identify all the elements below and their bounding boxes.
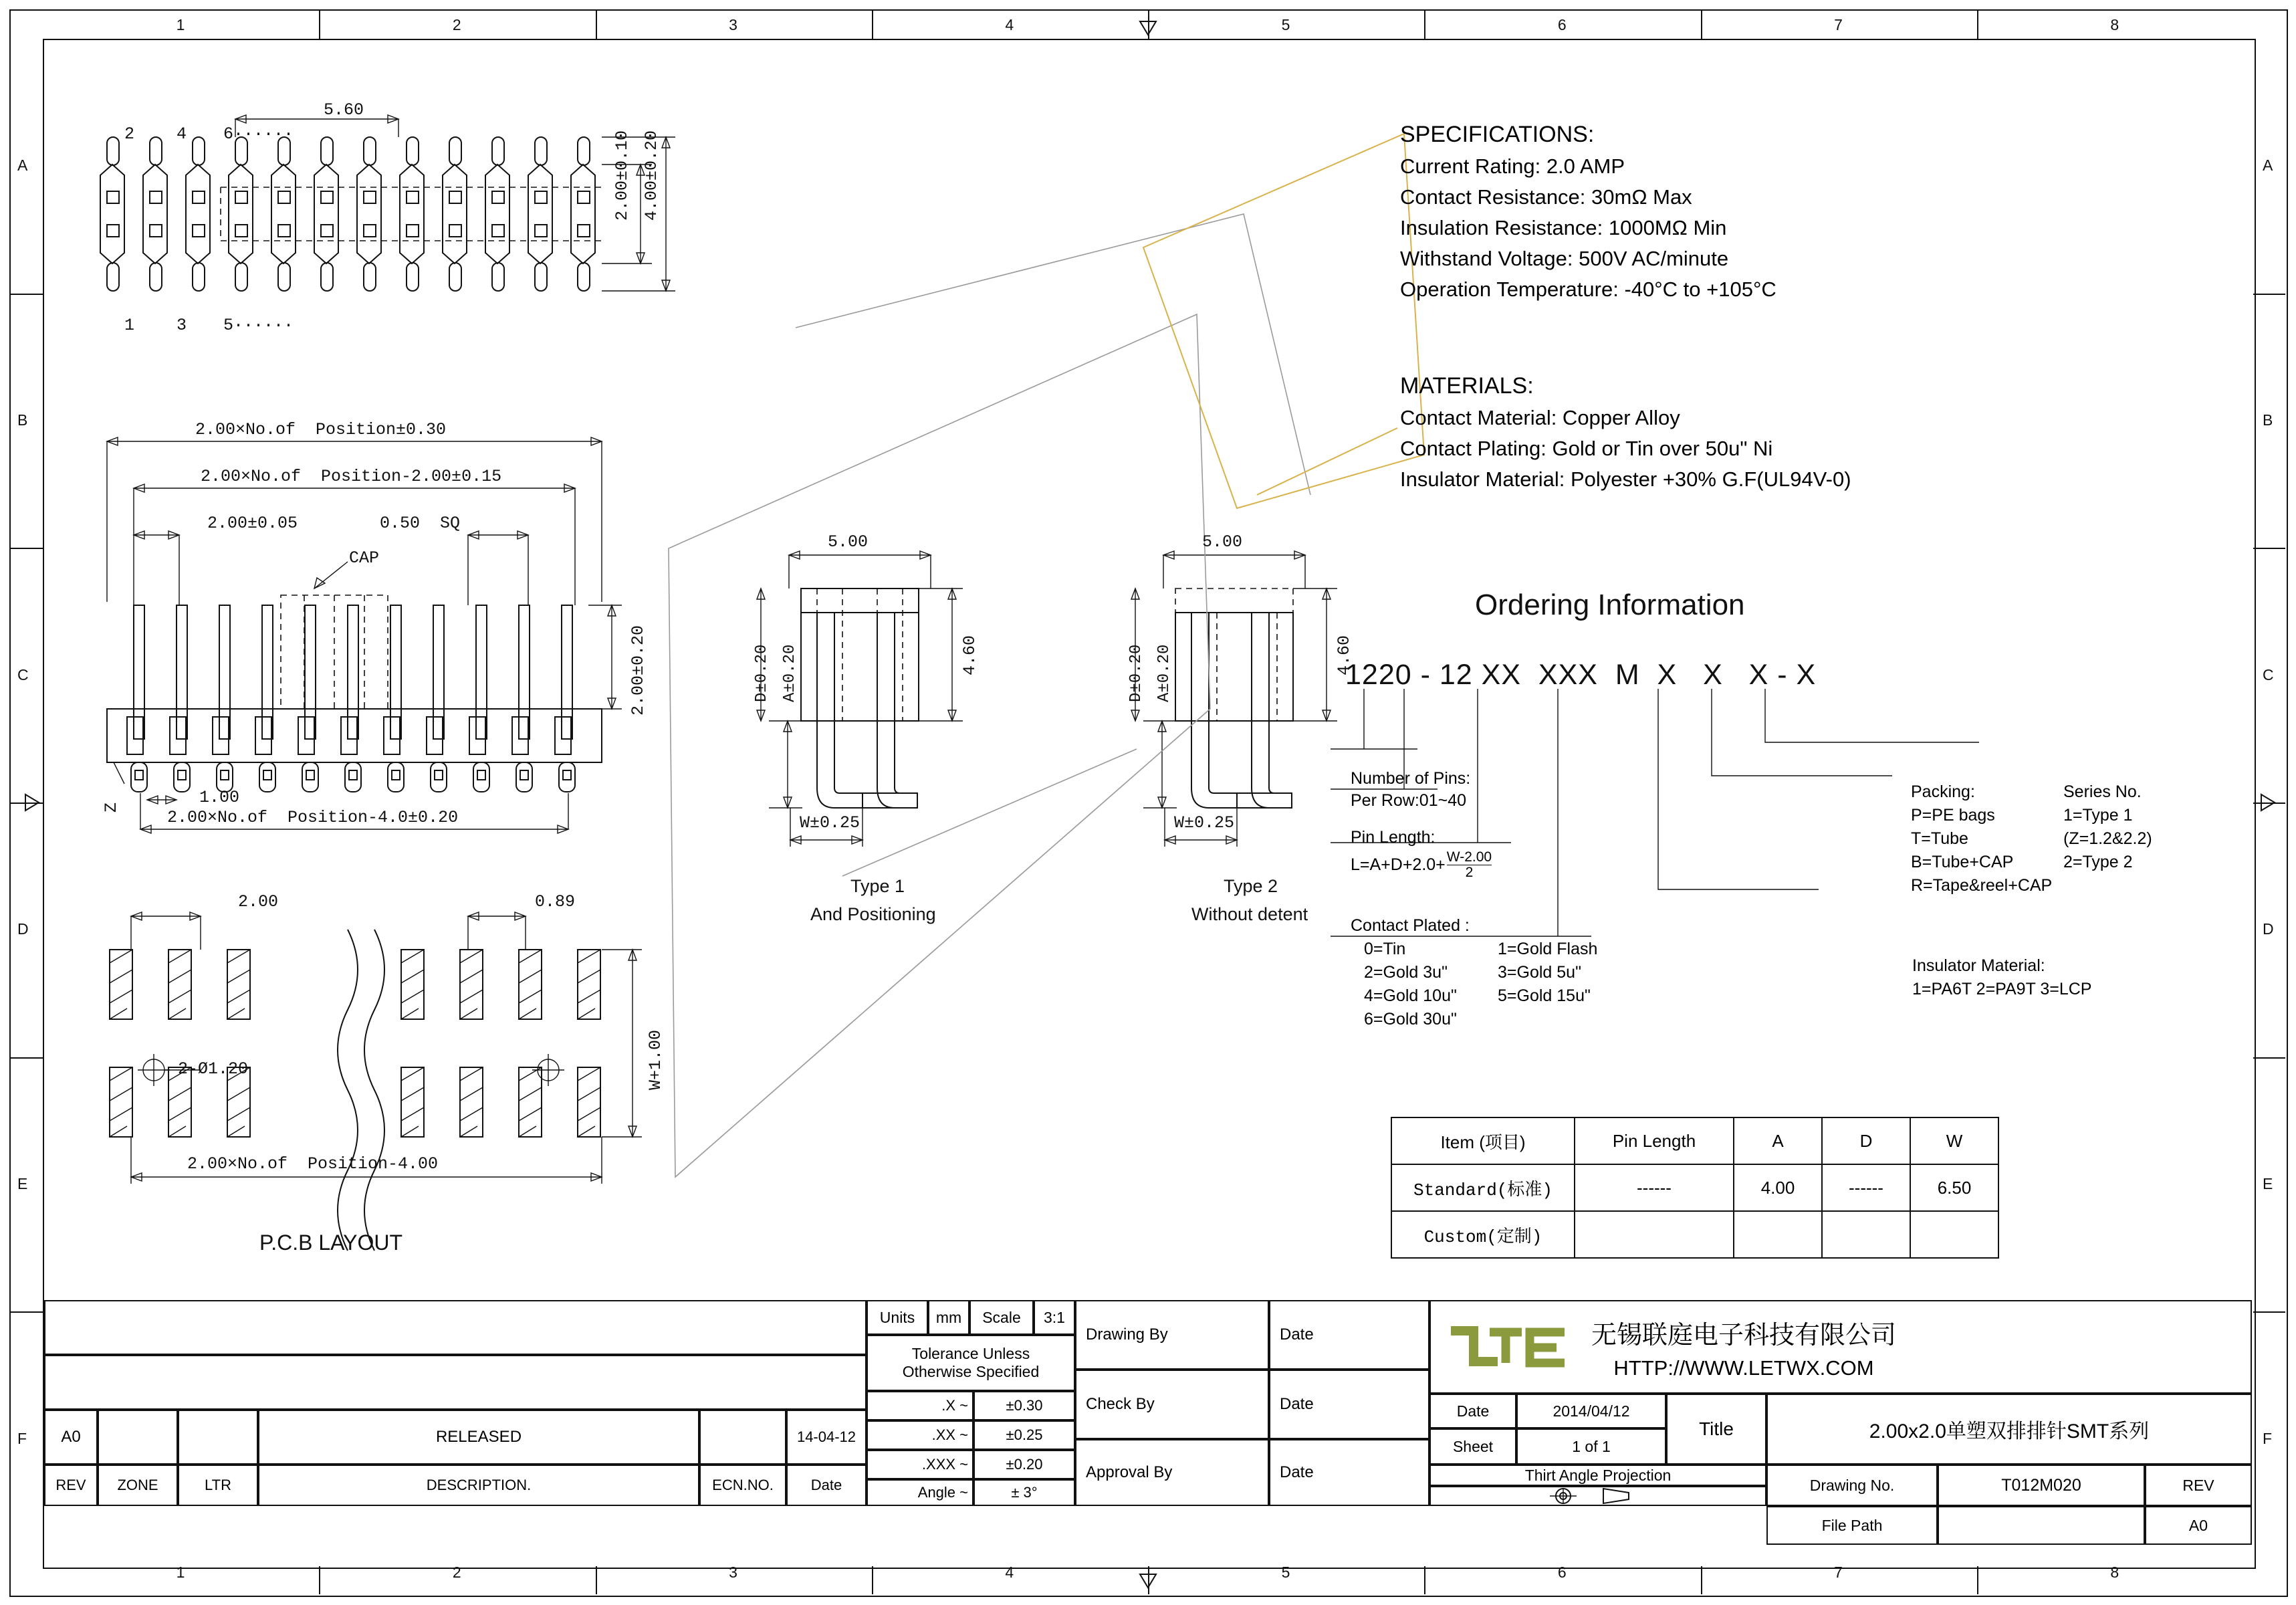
pin-length-heading: Pin Length: <box>1351 828 1436 847</box>
item-header-4: W <box>1910 1117 1998 1164</box>
packing-heading: Packing: <box>1911 782 1975 801</box>
frame-col-marker-5: 5 <box>1281 1564 1290 1581</box>
sheet-label: Sheet <box>1429 1428 1516 1465</box>
spec-line-0: Current Rating: 2.0 AMP <box>1400 154 1625 178</box>
material-line-2: Insulator Material: Polyester +30% G.F(UL94V-0) <box>1400 467 1851 491</box>
packing-1: T=Tube <box>1911 829 1968 848</box>
item-r1-c2 <box>1734 1211 1822 1258</box>
rev-row-empty-2 <box>44 1355 867 1410</box>
type1-dim-d: D±0.20 <box>753 644 771 702</box>
packing-2: B=Tube+CAP <box>1911 853 2014 871</box>
type1-dim-w: W±0.25 <box>800 813 860 833</box>
pin-num-4: 4 <box>177 124 187 144</box>
check-by-label: Check By <box>1075 1370 1269 1439</box>
pin-num-3: 3 <box>177 316 187 335</box>
rev-date-value: 14-04-12 <box>786 1410 867 1465</box>
ordering-packing <box>1911 782 2052 895</box>
item-header-2: A <box>1734 1117 1822 1164</box>
units-value: mm <box>928 1300 969 1335</box>
item-r1-c4 <box>1910 1211 1998 1258</box>
series-1: (Z=1.2&2.2) <box>2063 829 2152 848</box>
frame-row-marker-A: A <box>2263 156 2273 175</box>
item-table <box>1391 1117 1999 1259</box>
plated-2b: 5=Gold 15u" <box>1498 986 1591 1005</box>
type2-sublabel: Without detent <box>1191 904 1308 924</box>
tol-value-2: ±0.20 <box>973 1450 1075 1479</box>
units-label: Units <box>867 1300 928 1335</box>
frame-row-marker-A: A <box>17 156 28 175</box>
tolerance-line-2: Otherwise Specified <box>902 1363 1040 1380</box>
title-label: Title <box>1666 1394 1766 1465</box>
pins-line-0: Number of Pins: <box>1351 769 1471 788</box>
item-r0-c3: ------ <box>1822 1164 1910 1211</box>
plated-1b: 3=Gold 5u" <box>1498 963 1581 982</box>
plated-0a: 0=Tin <box>1364 940 1406 958</box>
series-heading: Series No. <box>2063 782 2142 801</box>
dim-z: Z <box>102 802 121 813</box>
tol-label-2: .XXX ~ <box>867 1450 973 1479</box>
company-band <box>1429 1300 2252 1394</box>
specifications-heading: SPECIFICATIONS: <box>1400 122 1595 147</box>
materials-block <box>1400 373 1851 492</box>
pin-num-2: 2 <box>124 124 135 144</box>
item-r1-c3 <box>1822 1211 1910 1258</box>
tolerance-note <box>867 1335 1075 1391</box>
title-block-area <box>44 1300 2252 1565</box>
packing-0: P=PE bags <box>1911 806 1995 825</box>
plated-0b: 1=Gold Flash <box>1498 940 1598 958</box>
dim-2-00-010: 2.00±0.10 <box>612 130 632 221</box>
ltr-value <box>178 1410 258 1465</box>
materials-heading: MATERIALS: <box>1400 373 1534 399</box>
plated-1a: 2=Gold 3u" <box>1364 963 1448 982</box>
dim-2-00-020: 2.00±0.20 <box>628 625 648 716</box>
scale-label: Scale <box>969 1300 1034 1335</box>
pin-length-formula: L=A+D+2.0+ <box>1351 855 1446 875</box>
spec-line-4: Operation Temperature: -40°C to +105°C <box>1400 278 1776 301</box>
frame-col-marker-8: 8 <box>2110 16 2119 33</box>
spec-line-1: Contact Resistance: 30mΩ Max <box>1400 185 1692 209</box>
type2-dim-460: 4.60 <box>1335 635 1354 675</box>
type1-label: Type 1 <box>850 876 905 896</box>
ordering-contact-plated <box>1351 916 1597 1029</box>
pcb-hole-dim: 2-Ø1.20 <box>178 1059 249 1079</box>
tol-value-0: ±0.30 <box>973 1391 1075 1420</box>
frame-col-marker-7: 7 <box>1834 1564 1843 1581</box>
item-header-0: Item (项目) <box>1391 1117 1575 1164</box>
ordering-title: Ordering Information <box>1475 588 1745 621</box>
zone-value <box>98 1410 178 1465</box>
projection-symbol <box>1429 1486 1766 1506</box>
type2-dim-w: W±0.25 <box>1174 813 1235 833</box>
pcb-dim-position-400: 2.00×No.of Position-4.00 <box>187 1154 439 1174</box>
pcb-layout-title: P.C.B LAYOUT <box>259 1230 403 1255</box>
pin-length-frac-denominator: 2 <box>1465 865 1474 881</box>
spec-line-2: Insulation Resistance: 1000MΩ Min <box>1400 216 1727 239</box>
rev-value: A0 <box>44 1410 98 1465</box>
frame-col-marker-7: 7 <box>1834 16 1843 33</box>
company-website: HTTP://WWW.LETWX.COM <box>1613 1356 1874 1380</box>
rev-row-empty-1 <box>44 1300 867 1355</box>
ecn-value <box>699 1410 786 1465</box>
frame-col-marker-6: 6 <box>1557 1564 1567 1581</box>
frame-col-marker-1: 1 <box>176 1564 185 1581</box>
tol-value-1: ±0.25 <box>973 1420 1075 1450</box>
item-r1-c1 <box>1575 1211 1734 1258</box>
frame-col-marker-6: 6 <box>1557 16 1567 33</box>
ordering-series <box>2063 782 2152 872</box>
frame-col-marker-4: 4 <box>1005 16 1014 33</box>
dim-position-030: 2.00×No.of Position±0.30 <box>195 420 447 439</box>
dim-0-50-sq: 0.50 SQ <box>380 514 461 533</box>
series-0: 1=Type 1 <box>2063 806 2133 825</box>
rev-value-bottom: A0 <box>2145 1506 2252 1545</box>
item-r0-c1: ------ <box>1575 1164 1734 1211</box>
label-cap: CAP <box>349 548 380 568</box>
material-line-0: Contact Material: Copper Alloy <box>1400 406 1680 429</box>
dim-2-00-005: 2.00±0.05 <box>207 514 298 533</box>
item-header-3: D <box>1822 1117 1910 1164</box>
specifications-block <box>1400 122 1776 302</box>
frame-row-marker-C: C <box>17 665 29 683</box>
frame-row-marker-D: D <box>2263 920 2274 938</box>
rev-label: REV <box>2145 1465 2252 1506</box>
type1-dim-460: 4.60 <box>960 635 980 675</box>
filler-mid <box>867 1506 1766 1545</box>
type2-dim-a: A±0.20 <box>1155 644 1173 702</box>
contact-plated-heading: Contact Plated : <box>1351 916 1470 935</box>
type1-dim-a: A±0.20 <box>781 644 799 702</box>
pcb-dim-w-100: W+1.00 <box>646 1029 665 1090</box>
frame-row-marker-F: F <box>2263 1429 2273 1447</box>
pins-line-1: Per Row:01~40 <box>1351 791 1467 810</box>
insulator-0: 1=PA6T 2=PA9T 3=LCP <box>1912 980 2092 998</box>
frame-row-marker-F: F <box>17 1429 27 1447</box>
company-name: 无锡联庭电子科技有限公司 <box>1591 1321 1897 1350</box>
ordering-pin-length <box>1351 828 1492 880</box>
frame-col-marker-8: 8 <box>2110 1564 2119 1581</box>
filler-left <box>44 1506 867 1545</box>
item-r0-c2: 4.00 <box>1734 1164 1822 1211</box>
pcb-dim-0-89: 0.89 <box>535 892 576 912</box>
drawing-by-date: Date <box>1269 1300 1429 1370</box>
drawing-no-value: T012M020 <box>1938 1465 2145 1506</box>
pin-num-1: 1 <box>124 316 135 335</box>
sheet-value: 1 of 1 <box>1516 1428 1666 1465</box>
frame-col-marker-3: 3 <box>729 1564 737 1581</box>
type2-dim-d: D±0.20 <box>1127 644 1145 702</box>
lte-logo <box>1447 1319 1571 1375</box>
tol-label-0: .X ~ <box>867 1391 973 1420</box>
date-value: 2014/04/12 <box>1516 1394 1666 1428</box>
plated-3a: 6=Gold 30u" <box>1364 1010 1457 1029</box>
frame-row-marker-B: B <box>17 411 28 429</box>
tol-label-3: Angle ~ <box>867 1479 973 1506</box>
rev-header: REV <box>44 1465 98 1506</box>
pcb-layout <box>110 912 642 1251</box>
drawing-no-label: Drawing No. <box>1766 1465 1938 1506</box>
frame-row-marker-D: D <box>17 920 29 938</box>
pcb-dim-2-00: 2.00 <box>238 892 279 912</box>
file-path-label: File Path <box>1766 1506 1938 1545</box>
frame-row-marker-E: E <box>2263 1175 2273 1192</box>
dim-1-00: 1.00 <box>199 788 240 807</box>
check-by-date: Date <box>1269 1370 1429 1439</box>
dim-position-40-020: 2.00×No.of Position-4.0±0.20 <box>167 808 459 827</box>
side-view <box>107 437 622 833</box>
approval-by-date: Date <box>1269 1439 1429 1506</box>
frame-col-marker-5: 5 <box>1281 16 1290 33</box>
frame-col-marker-3: 3 <box>729 16 737 33</box>
zone-header: ZONE <box>98 1465 178 1506</box>
date-header: Date <box>786 1465 867 1506</box>
ordering-code: 1220 - 12 XX XXX M X X X - X <box>1345 659 1817 691</box>
item-table-header-row <box>1391 1117 1998 1164</box>
ordering-insulator <box>1912 956 2091 999</box>
type2-label: Type 2 <box>1224 876 1278 896</box>
tol-value-3: ± 3° <box>973 1479 1075 1506</box>
type1-dim-500: 5.00 <box>828 532 869 552</box>
drawing-by-label: Drawing By <box>1075 1300 1269 1370</box>
description-header: DESCRIPTION. <box>258 1465 699 1506</box>
dim-position-200-015: 2.00×No.of Position-2.00±0.15 <box>201 467 502 486</box>
file-path-value <box>1938 1506 2145 1545</box>
item-header-1: Pin Length <box>1575 1117 1734 1164</box>
pin-length-frac-numerator: W-2.00 <box>1446 849 1492 865</box>
ordering-number-of-pins <box>1351 769 1470 811</box>
insulator-heading: Insulator Material: <box>1912 956 2045 975</box>
type2-dim-500: 5.00 <box>1202 532 1243 552</box>
ltr-header: LTR <box>178 1465 258 1506</box>
item-r0-c0: Standard(标准) <box>1391 1164 1575 1211</box>
pin-num-5: 5······ <box>223 316 294 335</box>
item-r0-c4: 6.50 <box>1910 1164 1998 1211</box>
packing-3: R=Tape&reel+CAP <box>1911 876 2053 895</box>
frame-col-marker-2: 2 <box>452 1564 461 1581</box>
table-row <box>1391 1164 1998 1211</box>
frame-col-marker-2: 2 <box>452 16 461 33</box>
ecn-header: ECN.NO. <box>699 1465 786 1506</box>
frame-row-marker-C: C <box>2263 665 2274 683</box>
approval-by-label: Approval By <box>1075 1439 1269 1506</box>
frame-row-marker-E: E <box>17 1175 28 1192</box>
scale-value: 3:1 <box>1034 1300 1075 1335</box>
spec-line-3: Withstand Voltage: 500V AC/minute <box>1400 247 1729 270</box>
material-line-1: Contact Plating: Gold or Tin over 50u" Ni <box>1400 437 1773 460</box>
projection-label: Thirt Angle Projection <box>1429 1465 1766 1486</box>
pin-num-6: 6······ <box>223 124 294 144</box>
plated-2a: 4=Gold 10u" <box>1364 986 1457 1005</box>
dim-4-00-020: 4.00±0.20 <box>642 130 661 221</box>
series-2: 2=Type 2 <box>2063 853 2133 871</box>
frame-col-marker-4: 4 <box>1005 1564 1014 1581</box>
tol-label-1: .XX ~ <box>867 1420 973 1450</box>
item-r1-c0: Custom(定制) <box>1391 1211 1575 1258</box>
description-value: RELEASED <box>258 1410 699 1465</box>
frame-row-marker-B: B <box>2263 411 2273 429</box>
dim-5-60: 5.60 <box>324 100 364 120</box>
tolerance-line-1: Tolerance Unless <box>911 1345 1030 1362</box>
ordering-leaders <box>1331 689 1979 936</box>
date-label: Date <box>1429 1394 1516 1428</box>
title-value: 2.00x2.0单塑双排排针SMT系列 <box>1766 1394 2252 1465</box>
type1-sublabel: And Positioning <box>810 904 936 924</box>
table-row <box>1391 1211 1998 1258</box>
frame-col-marker-1: 1 <box>176 16 185 33</box>
